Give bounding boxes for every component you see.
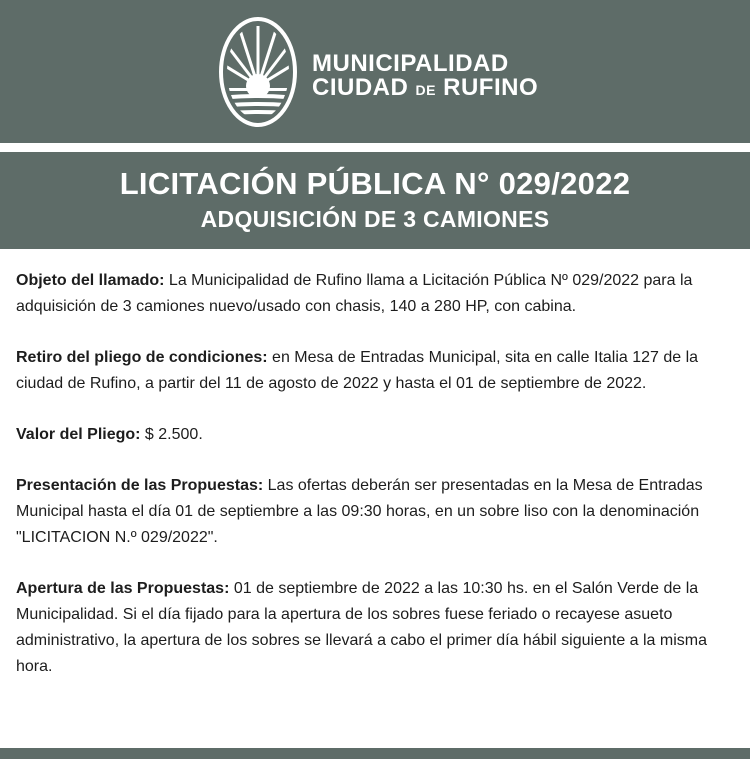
footer-band [0,748,750,759]
brand-line-2 [312,76,538,102]
page-title: LICITACIÓN PÚBLICA N° 029/2022 [119,166,631,201]
paragraph-apertura [16,576,738,680]
paragraph-text: Las ofertas deberán ser presentadas en la Mesa de Entradas Municipal hasta el día 01 de septiembre a las 09:30 horas, en un sobre liso con la denominación "LICITACION N.º 029/2022". [16,477,703,546]
title-band [0,152,750,249]
paragraph-presentacion [16,473,738,551]
paragraph-label: Objeto del llamado: [16,272,165,289]
paragraph-label: Valor del Pliego: [16,426,141,443]
brand-name [312,52,538,102]
municipal-seal-icon [218,16,298,128]
brand-line-1: MUNICIPALIDAD [312,50,509,77]
paragraph-label: Presentación de las Propuestas: [16,477,264,494]
paragraph-label: Apertura de las Propuestas: [16,580,230,597]
brand-word-de: DE [415,82,436,98]
paragraph-valor [16,422,738,448]
paragraph-text: en Mesa de Entradas Municipal, sita en calle Italia 127 de la ciudad de Rufino, a partir del 11 de agosto de 2022 y hasta el 01 de septiembre de 2022. [16,349,699,392]
paragraph-objeto [16,268,738,320]
paragraph-text: 01 de septiembre de 2022 a las 10:30 hs. en el Salón Verde de la Municipalidad. Si el día fijado para la apertura de los sobres fuese feriado o recayese asueto administrativo, la apertura de los sobres se llevará a cabo el primer día hábil siguiente a la misma hora. [16,580,708,675]
paragraph-retiro [16,345,738,397]
brand-word-ciudad: CIUDAD [312,74,409,101]
paragraph-text: $ 2.500. [140,426,203,443]
brand-word-rufino: RUFINO [443,74,539,101]
header-band [0,0,750,143]
paragraph-text: La Municipalidad de Rufino llama a Licitación Pública Nº 029/2022 para la adquisición de 3 camiones nuevo/usado con chasis, 140 a 280 HP, con cabina. [16,272,693,315]
page-subtitle: ADQUISICIÓN DE 3 CAMIONES [200,206,550,232]
paragraph-label: Retiro del pliego de condiciones: [16,349,268,366]
notice-body [16,268,738,705]
